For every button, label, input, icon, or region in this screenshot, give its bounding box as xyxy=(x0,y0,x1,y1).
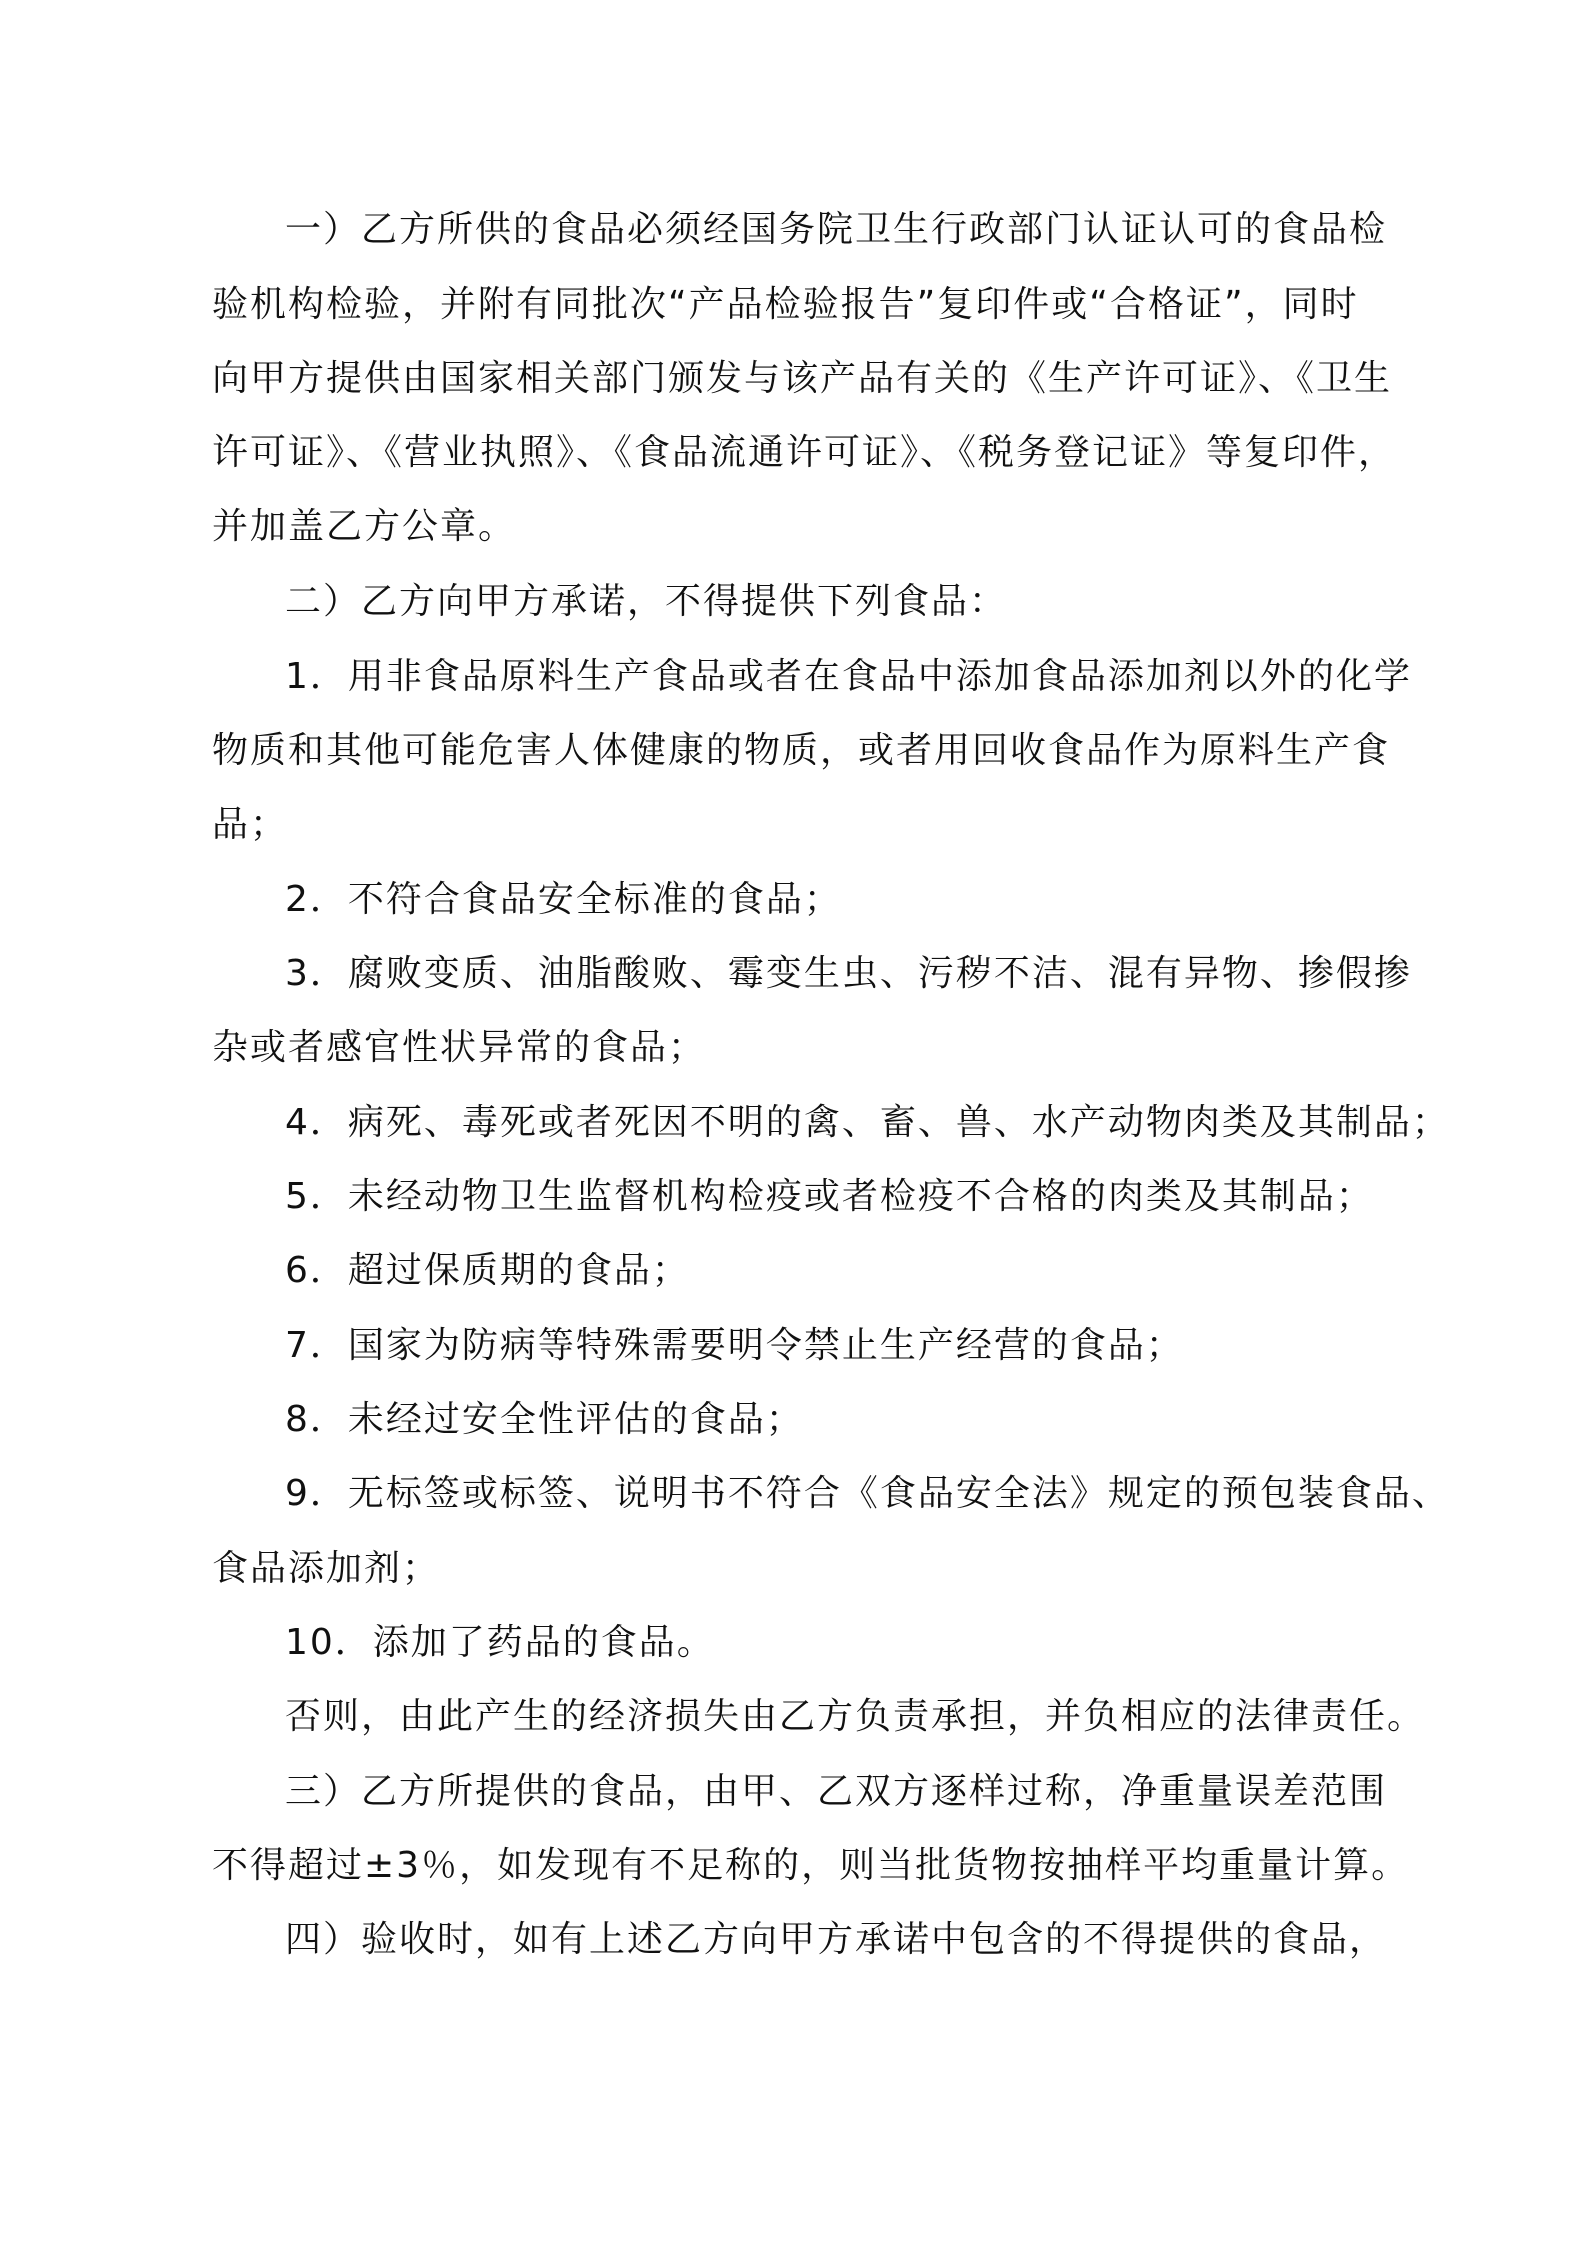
list-item-9-line-1: 9．无标签或标签、说明书不符合《食品安全法》规定的预包装食品、 xyxy=(285,1473,1450,1514)
list-item-1-line-2: 物质和其他可能危害人体健康的物质，或者用回收食品作为原料生产食 xyxy=(212,730,1391,771)
paragraph-1-line-5: 并加盖乙方公章。 xyxy=(212,506,517,547)
list-item-1-line-1: 1．用非食品原料生产食品或者在食品中添加食品添加剂以外的化学 xyxy=(285,656,1412,697)
liability-paragraph: 否则，由此产生的经济损失由乙方负责承担，并负相应的法律责任。 xyxy=(285,1696,1426,1737)
list-item-2: 2．不符合食品安全标准的食品； xyxy=(285,879,842,920)
list-item-10: 10．添加了药品的食品。 xyxy=(285,1622,715,1663)
paragraph-1-line-3: 向甲方提供由国家相关部门颁发与该产品有关的《生产许可证》、《卫生 xyxy=(212,358,1393,399)
list-item-5: 5．未经动物卫生监督机构检疫或者检疫不合格的肉类及其制品； xyxy=(285,1176,1374,1217)
paragraph-1-line-2: 验机构检验，并附有同批次“产品检验报告”复印件或“合格证”，同时 xyxy=(212,284,1359,325)
paragraph-2: 二）乙方向甲方承诺，不得提供下列食品： xyxy=(285,581,1008,622)
list-item-4: 4．病死、毒死或者死因不明的禽、畜、兽、水产动物肉类及其制品； xyxy=(285,1102,1450,1143)
list-item-3-line-1: 3．腐败变质、油脂酸败、霉变生虫、污秽不洁、混有异物、掺假掺 xyxy=(285,953,1412,994)
list-item-8: 8．未经过安全性评估的食品； xyxy=(285,1399,804,1440)
list-item-1-line-3: 品； xyxy=(212,804,289,845)
list-item-6: 6．超过保质期的食品； xyxy=(285,1250,690,1291)
paragraph-3-line-1: 三）乙方所提供的食品，由甲、乙双方逐样过称，净重量误差范围 xyxy=(285,1771,1388,1812)
paragraph-1-line-4: 许可证》、《营业执照》、《食品流通许可证》、《税务登记证》等复印件， xyxy=(212,432,1397,473)
paragraph-1-line-1: 一）乙方所供的食品必须经国务院卫生行政部门认证认可的食品检 xyxy=(285,209,1388,250)
paragraph-4-line-1: 四）验收时，如有上述乙方向甲方承诺中包含的不得提供的食品， xyxy=(285,1919,1388,1960)
list-item-3-line-2: 杂或者感官性状异常的食品； xyxy=(212,1027,707,1068)
list-item-9-line-2: 食品添加剂； xyxy=(212,1548,441,1589)
paragraph-3-line-2: 不得超过±3％，如发现有不足称的，则当批货物按抽样平均重量计算。 xyxy=(212,1845,1410,1886)
list-item-7: 7．国家为防病等特殊需要明令禁止生产经营的食品； xyxy=(285,1325,1184,1366)
